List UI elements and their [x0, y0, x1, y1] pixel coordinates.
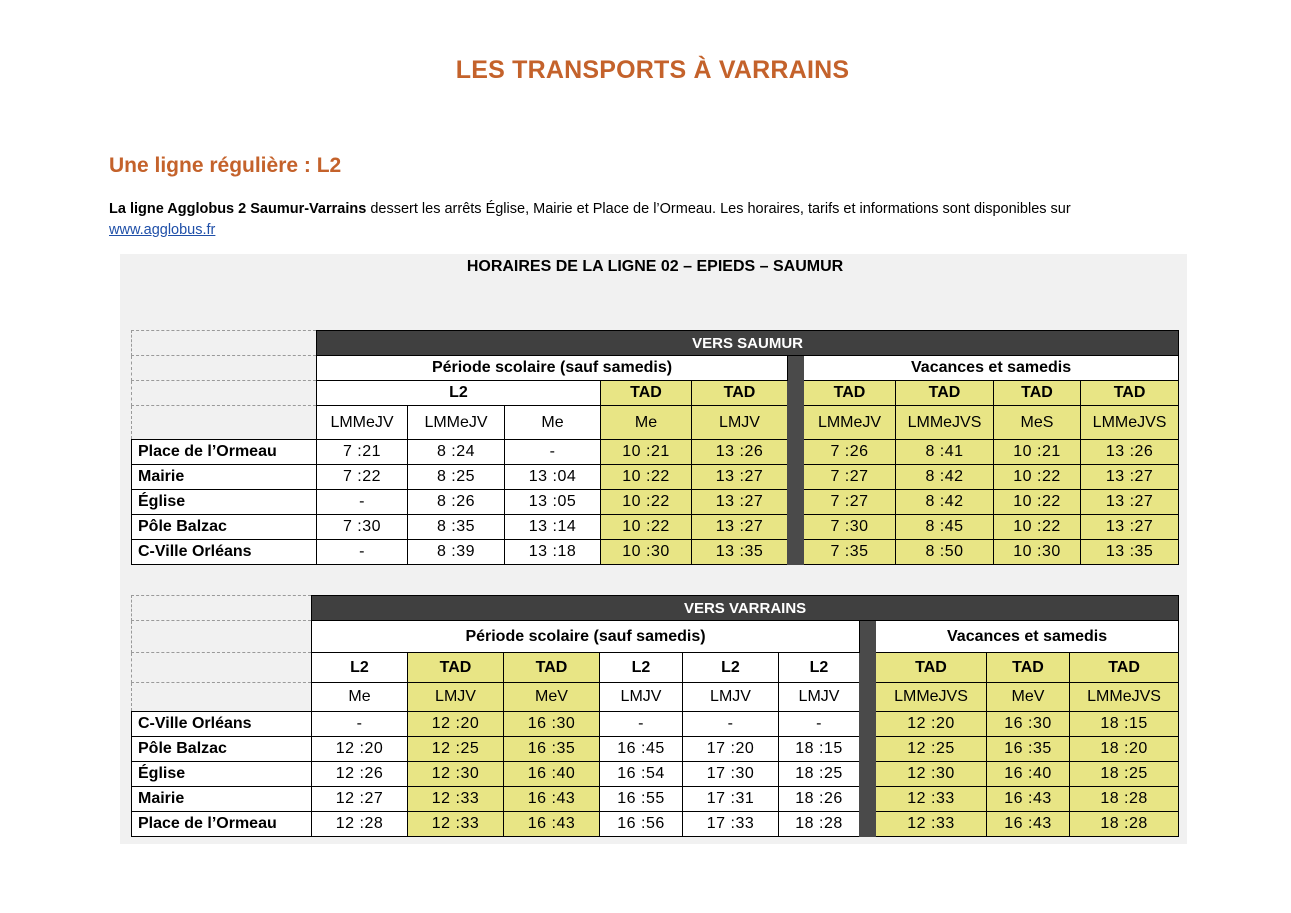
- time-cell: 16 :43: [987, 812, 1070, 837]
- stop-name: C-Ville Orléans: [132, 712, 312, 737]
- page-title: LES TRANSPORTS À VARRAINS: [455, 56, 850, 84]
- section-heading: Une ligne régulière : L2: [109, 154, 342, 177]
- time-cell: 16 :54: [600, 762, 683, 787]
- stop-name: Pôle Balzac: [132, 515, 317, 540]
- table-row: [132, 812, 1179, 837]
- corner-cell: [132, 683, 312, 712]
- time-cell: 12 :33: [408, 812, 504, 837]
- stop-name: Place de l’Ormeau: [132, 440, 317, 465]
- direction-header-saumur: VERS SAUMUR: [317, 331, 1179, 356]
- days-label: MeS: [994, 406, 1081, 440]
- time-cell: 18 :25: [779, 762, 860, 787]
- period-separator: [788, 356, 804, 565]
- line-label: L2: [312, 653, 408, 683]
- line-label: TAD: [987, 653, 1070, 683]
- line-label: TAD: [876, 653, 987, 683]
- time-cell: -: [683, 712, 779, 737]
- time-cell: 13 :27: [1081, 465, 1179, 490]
- days-label: LMJV: [779, 683, 860, 712]
- intro-text: dessert les arrêts Église, Mairie et Place de l’Ormeau. Les horaires, tarifs et informations sont disponibles sur: [366, 201, 1071, 217]
- time-cell: 7 :27: [804, 465, 896, 490]
- time-cell: -: [312, 712, 408, 737]
- time-cell: 13 :18: [505, 540, 601, 565]
- time-cell: 12 :28: [312, 812, 408, 837]
- days-label: LMJV: [692, 406, 788, 440]
- time-cell: 13 :27: [692, 490, 788, 515]
- stop-name: Église: [132, 762, 312, 787]
- days-label: LMJV: [408, 683, 504, 712]
- days-label: Me: [601, 406, 692, 440]
- stop-name: Pôle Balzac: [132, 737, 312, 762]
- line-label: TAD: [896, 381, 994, 406]
- time-cell: 18 :26: [779, 787, 860, 812]
- table-row: [132, 787, 1179, 812]
- time-cell: 12 :25: [876, 737, 987, 762]
- days-label: LMMeJV: [408, 406, 505, 440]
- time-cell: -: [317, 490, 408, 515]
- time-cell: 18 :15: [779, 737, 860, 762]
- time-cell: 8 :42: [896, 490, 994, 515]
- intro-paragraph: [109, 199, 1189, 241]
- time-cell: 18 :20: [1070, 737, 1179, 762]
- line-label: L2: [600, 653, 683, 683]
- time-cell: 8 :26: [408, 490, 505, 515]
- time-cell: 13 :05: [505, 490, 601, 515]
- corner-cell: [132, 331, 317, 356]
- time-cell: 17 :20: [683, 737, 779, 762]
- stop-name: Mairie: [132, 465, 317, 490]
- line-label: TAD: [804, 381, 896, 406]
- days-label: Me: [505, 406, 601, 440]
- time-cell: -: [505, 440, 601, 465]
- corner-cell: [132, 406, 317, 440]
- time-cell: 10 :30: [994, 540, 1081, 565]
- time-cell: 8 :42: [896, 465, 994, 490]
- time-cell: 10 :22: [994, 515, 1081, 540]
- time-cell: 8 :45: [896, 515, 994, 540]
- stop-name: Mairie: [132, 787, 312, 812]
- line-label: L2: [683, 653, 779, 683]
- time-cell: 16 :40: [987, 762, 1070, 787]
- time-cell: 18 :15: [1070, 712, 1179, 737]
- time-cell: 8 :39: [408, 540, 505, 565]
- table-row: [132, 540, 1179, 565]
- direction-header-varrains: VERS VARRAINS: [312, 596, 1179, 621]
- time-cell: 18 :28: [1070, 812, 1179, 837]
- time-cell: 16 :43: [987, 787, 1070, 812]
- corner-cell: [132, 381, 317, 406]
- time-cell: 7 :21: [317, 440, 408, 465]
- line-label: TAD: [692, 381, 788, 406]
- time-cell: 16 :43: [504, 787, 600, 812]
- time-cell: 16 :45: [600, 737, 683, 762]
- table-row: [132, 440, 1179, 465]
- table-row: [132, 490, 1179, 515]
- table-vers-varrains: [131, 595, 1179, 837]
- time-cell: 10 :22: [601, 490, 692, 515]
- time-cell: 17 :30: [683, 762, 779, 787]
- time-cell: 16 :30: [504, 712, 600, 737]
- time-cell: 12 :26: [312, 762, 408, 787]
- time-cell: 18 :28: [779, 812, 860, 837]
- corner-cell: [132, 596, 312, 621]
- time-cell: 8 :35: [408, 515, 505, 540]
- line-label: L2: [317, 381, 601, 406]
- time-cell: 10 :22: [994, 490, 1081, 515]
- time-cell: -: [779, 712, 860, 737]
- table-row: [132, 515, 1179, 540]
- days-label: LMJV: [683, 683, 779, 712]
- time-cell: 10 :21: [994, 440, 1081, 465]
- corner-cell: [132, 653, 312, 683]
- time-cell: 10 :22: [601, 465, 692, 490]
- days-label: MeV: [987, 683, 1070, 712]
- table-row: [132, 762, 1179, 787]
- time-cell: 18 :28: [1070, 787, 1179, 812]
- time-cell: 13 :14: [505, 515, 601, 540]
- time-cell: 13 :35: [692, 540, 788, 565]
- line-label: TAD: [601, 381, 692, 406]
- days-label: Me: [312, 683, 408, 712]
- time-cell: 16 :40: [504, 762, 600, 787]
- time-cell: 12 :20: [312, 737, 408, 762]
- time-cell: 8 :24: [408, 440, 505, 465]
- time-cell: 12 :30: [408, 762, 504, 787]
- time-cell: 13 :27: [692, 465, 788, 490]
- days-label: LMMeJVS: [1081, 406, 1179, 440]
- days-label: LMMeJV: [317, 406, 408, 440]
- time-cell: 12 :20: [408, 712, 504, 737]
- time-cell: -: [317, 540, 408, 565]
- time-cell: 18 :25: [1070, 762, 1179, 787]
- panel-title: HORAIRES DE LA LIGNE 02 – EPIEDS – SAUMUR: [466, 258, 844, 275]
- time-cell: 16 :35: [504, 737, 600, 762]
- time-cell: 10 :22: [601, 515, 692, 540]
- time-cell: 7 :35: [804, 540, 896, 565]
- time-cell: 17 :31: [683, 787, 779, 812]
- time-cell: 10 :21: [601, 440, 692, 465]
- time-cell: 16 :56: [600, 812, 683, 837]
- time-cell: 8 :25: [408, 465, 505, 490]
- time-cell: 12 :30: [876, 762, 987, 787]
- line-label: TAD: [1081, 381, 1179, 406]
- time-cell: 8 :50: [896, 540, 994, 565]
- days-label: LMMeJVS: [896, 406, 994, 440]
- days-label: LMMeJV: [804, 406, 896, 440]
- table-vers-saumur: [131, 330, 1179, 565]
- time-cell: 13 :27: [1081, 490, 1179, 515]
- time-cell: 8 :41: [896, 440, 994, 465]
- time-cell: 13 :26: [692, 440, 788, 465]
- days-label: LMJV: [600, 683, 683, 712]
- table-row: [132, 737, 1179, 762]
- line-label: L2: [779, 653, 860, 683]
- line-label: TAD: [504, 653, 600, 683]
- time-cell: 10 :22: [994, 465, 1081, 490]
- time-cell: 7 :27: [804, 490, 896, 515]
- time-cell: 12 :33: [408, 787, 504, 812]
- intro-bold: La ligne Agglobus 2 Saumur-Varrains: [109, 201, 367, 217]
- time-cell: 16 :55: [600, 787, 683, 812]
- time-cell: 16 :30: [987, 712, 1070, 737]
- period-school-header: Période scolaire (sauf samedis): [317, 356, 788, 381]
- corner-cell: [132, 356, 317, 381]
- time-cell: 7 :22: [317, 465, 408, 490]
- period-separator: [860, 621, 876, 837]
- stop-name: Place de l’Ormeau: [132, 812, 312, 837]
- time-cell: 12 :25: [408, 737, 504, 762]
- time-cell: 12 :33: [876, 812, 987, 837]
- days-label: MeV: [504, 683, 600, 712]
- time-cell: 7 :30: [317, 515, 408, 540]
- line-label: TAD: [994, 381, 1081, 406]
- time-cell: 13 :27: [1081, 515, 1179, 540]
- days-label: LMMeJVS: [876, 683, 987, 712]
- agglobus-link[interactable]: www.agglobus.fr: [109, 222, 216, 238]
- time-cell: 17 :33: [683, 812, 779, 837]
- time-cell: 16 :43: [504, 812, 600, 837]
- time-cell: 12 :20: [876, 712, 987, 737]
- time-cell: 7 :26: [804, 440, 896, 465]
- line-label: TAD: [1070, 653, 1179, 683]
- table-row: [132, 465, 1179, 490]
- time-cell: 12 :27: [312, 787, 408, 812]
- period-holiday-header: Vacances et samedis: [804, 356, 1179, 381]
- time-cell: 13 :26: [1081, 440, 1179, 465]
- time-cell: 7 :30: [804, 515, 896, 540]
- table-row: [132, 712, 1179, 737]
- time-cell: 12 :33: [876, 787, 987, 812]
- stop-name: C-Ville Orléans: [132, 540, 317, 565]
- stop-name: Église: [132, 490, 317, 515]
- line-label: TAD: [408, 653, 504, 683]
- time-cell: -: [600, 712, 683, 737]
- time-cell: 13 :04: [505, 465, 601, 490]
- period-holiday-header: Vacances et samedis: [876, 621, 1179, 653]
- time-cell: 16 :35: [987, 737, 1070, 762]
- time-cell: 13 :35: [1081, 540, 1179, 565]
- time-cell: 13 :27: [692, 515, 788, 540]
- period-school-header: Période scolaire (sauf samedis): [312, 621, 860, 653]
- days-label: LMMeJVS: [1070, 683, 1179, 712]
- time-cell: 10 :30: [601, 540, 692, 565]
- corner-cell: [132, 621, 312, 653]
